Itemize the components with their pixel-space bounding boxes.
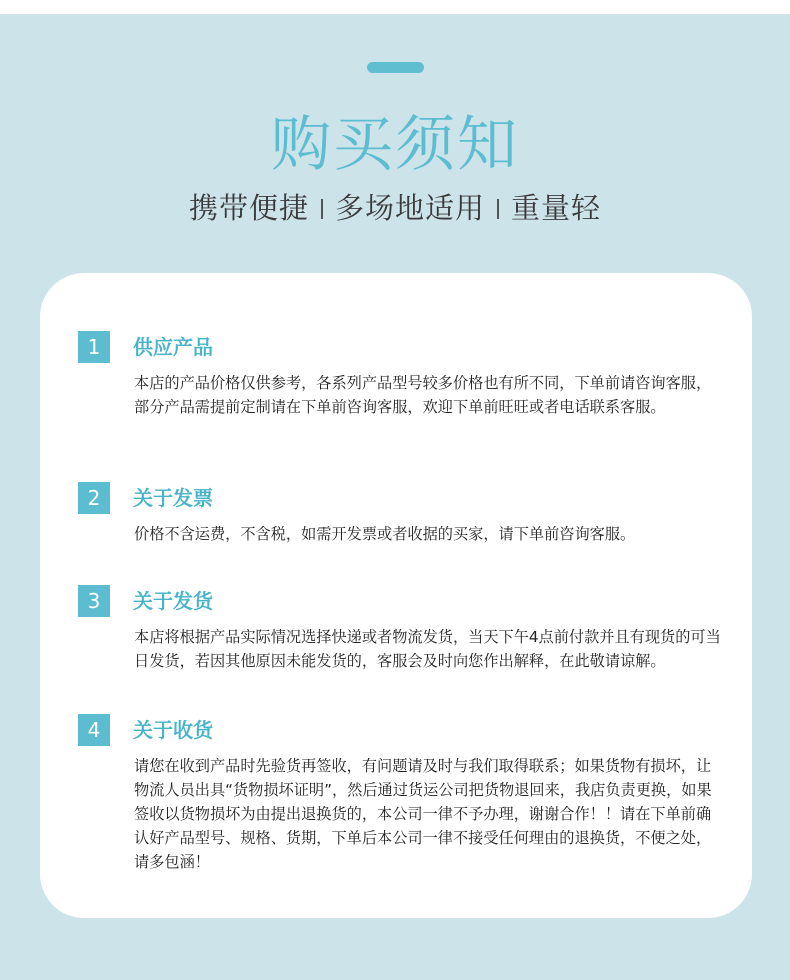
section-number-badge: 3 [78,585,110,617]
top-strip [0,0,790,14]
accent-bar [367,62,424,73]
section-title: 关于发票 [133,486,213,510]
section-title: 供应产品 [133,335,213,359]
subtitle-part-portable: 携带便捷 [188,191,309,225]
subtitle-separator [497,199,499,219]
section-number-badge: 2 [78,482,110,514]
section-body: 本店的产品价格仅供参考，各系列产品型号较多价格也有所不同，下单前请咨询客服，部分产品需提前定制请在下单前咨询客服，欢迎下单前旺旺或者电话联系客服。 [134,374,712,416]
section-body: 本店将根据产品实际情况选择快递或者物流发货，当天下午4点前付款并且有现货的可当日发货，若因其他原因未能发货的，客服会及时向您作出解释，在此敬请谅解。 [134,628,721,670]
section-title: 关于发货 [133,589,213,613]
section-number-badge: 4 [78,714,110,746]
page-title: 购买须知 [271,110,519,180]
section-title: 关于收货 [133,718,213,742]
notice-card [40,273,752,918]
page-subtitle [0,188,790,228]
section-body: 价格不含运费，不含税，如需开发票或者收据的买家，请下单前咨询客服。 [134,525,636,543]
section-number-badge: 1 [78,331,110,363]
subtitle-part-lightweight: 重量轻 [511,191,602,225]
subtitle-part-multi-venue: 多场地适用 [334,191,485,225]
subtitle-separator [321,199,323,219]
section-body: 请您在收到产品时先验货再签收，有问题请及时与我们取得联系；如果货物有损坏，让物流人员出具“货物损坏证明”，然后通过货运公司把货物退回来，我店负责更换，如果签收以货物损坏为由提出退换货的，本公司一律不予办理，谢谢合作！！请在下单前确认好产品型号、规格、货期，下单后本公司一律不接受任何理由的退换货，不便之处，请多包涵！ [134,757,712,871]
